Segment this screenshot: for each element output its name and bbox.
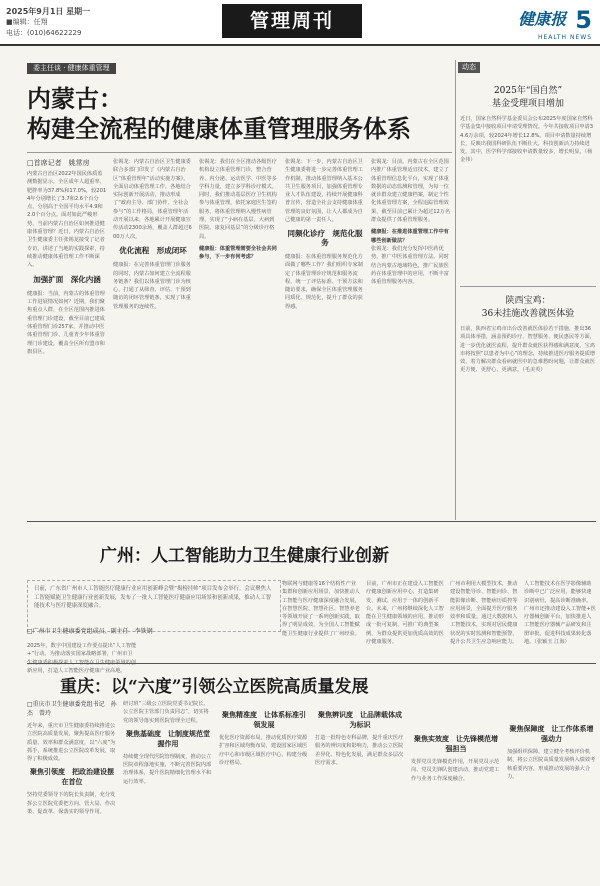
guangzhou-headline: 广州：人工智能助力卫生健康行业创新: [100, 546, 389, 566]
section-divider: [27, 521, 596, 522]
column-tag: 委主任谈 · 健康体重管理: [27, 63, 116, 74]
issue-date: 2025年9月1日 星期一: [6, 7, 91, 16]
cq-col1b-text: 坚持党委领导下的院长负责制，充分发挥公立医院党委把方向、管大局、作决策、促改革、保落实的领导作用。: [27, 792, 116, 816]
sidebar-text-1: 近日，国家自然科学基金委员会公布2025年度国家自然科学基金集中接收项目申请受理情况。今年共接收项目申请34.6万余项，较2024年增长12.8%。项目申请数量持续增长，反映出我国科研队伍不断壮大，科技创新活力持续迸发。其中，医学科学部接收申请数量较多，增长明显。（杨金伟）: [460, 116, 593, 164]
main-col2-text: 张锡龙：内蒙古自治区卫生健康委联合多部门印发了《内蒙古自治区“体重管理年”活动实施方案》，全面启动体重管理工作。各地结合实际创新开展活动，推动形成了“政府主导、部门协作、全社会参与”的工作格局，体重管理年活动开展以来，各地累计开展健康宣传活动2300余场，覆盖人群超过600万人次。: [113, 159, 192, 240]
main-col1b-text: 健康报：当前，内蒙古的体重管理工作进展情况如何？近期，我们聚焦重点人群，在全区范围内推进体重管理门诊建设，截至目前已建成体重管理门诊257家，并推动中医体重管理门诊、儿童青少年体重管理门诊建设，覆盖全区所有盟市和旗县区。: [27, 290, 105, 355]
sidebar-news-2: [460, 295, 596, 510]
cq-subhead-3: 聚焦精准度 让体系标准引领发展: [222, 711, 306, 729]
chongqing-col1: [27, 722, 117, 882]
chongqing-col4: [315, 700, 405, 882]
main-col4b-text: 健康报：在体重管理服务规范化方面做了哪些工作？我们组织专家制定了体重管理诊疗规范和服务流程，统一了评估标准、干预方法和随访要求，确保全区体重管理服务同质化、规范化，提升了群众的获得感。: [285, 253, 363, 310]
sidebar-title-2a: 陕西宝鸡：: [505, 296, 551, 306]
sidebar-news-1: [460, 85, 596, 269]
subhead-3: 同频化诊疗 规范化服务: [287, 229, 363, 247]
cq-col3b-text: 优化医疗资源布局，推动优质医疗资源扩容和区域均衡布局，建设国家区域医疗中心和市级区域医疗中心，构建分级诊疗格局。: [219, 735, 308, 766]
question-1: 健康报：体重管理需要全社会共同参与，下一步有何考虑？: [199, 245, 277, 261]
column-divider: [455, 60, 456, 520]
page-number: 5: [575, 6, 592, 34]
guangzhou-col4: 广州市利用大模型技术，推动建设智能导诊、智能问诊、智能影像诊断、智能病历质控等应用场景，全面提升医疗服务效率和质量。通过大数据和人工智能技术，实现对居民健康状况的实时监测和智能预警，提升公共卫生应急响应能力。: [450, 581, 518, 646]
chongqing-byline: □重庆市卫生健康委党组书记 孙杰 曾玲: [27, 701, 117, 717]
sidebar-title-1a: 2025年“国自然”: [493, 86, 563, 96]
sidebar-title-2b: 36未挂施改善就医体验: [481, 309, 575, 319]
phone-line: 电话：(010)64622229: [6, 29, 82, 37]
main-column-5: [371, 158, 451, 515]
cq-subhead-6: 聚焦保障度 让工作体系增强动力: [509, 725, 594, 743]
cq-subhead-2: 聚焦基础度 让制度规范堂握作用: [126, 729, 210, 748]
cq-col6b-text: 加强组织保障，建立健全考核评价机制，将公立医院高质量发展纳入绩效考核重要内容，形成推动发展的强大合力。: [507, 749, 596, 780]
main-byline: □首席记者 姚常房: [27, 159, 90, 167]
chongqing-col5: [411, 700, 501, 882]
section-divider: [27, 663, 596, 664]
question-2: 健康报：在推进体重管理工作中有哪些创新做法？: [371, 229, 449, 244]
cq-subhead-1: 聚焦引领度 把政治建设摆在首位: [30, 768, 114, 787]
main-col5b-text: 张锡龙：我们充分发挥中医药优势，推广中医体重管理方法，同时结合内蒙古地域特色，推广民族医药在体重管理中的应用，不断丰富体重管理服务内容。: [371, 245, 449, 286]
guangzhou-intro: 日前，广东省广州市人工智能医疗健康行业应用创新峰会暨“揭榜挂帅”项目发布会举行。会议聚焦人工智能赋能卫生健康行业创新发展，发布了一批人工智能医疗健康应用场景和创新成果，推动人工智能技术与医疗健康深度融合。: [27, 580, 281, 632]
guangzhou-byline: □广州市卫生健康委党组成员、副主任 李铁钢: [27, 628, 153, 635]
section-title: 管理周刊: [222, 4, 362, 38]
paper-brand: [470, 6, 592, 41]
divider: [27, 152, 452, 153]
main-column-3: [199, 158, 279, 515]
cq-col4b-text: 打造一批特色专科品牌，提升重庆医疗服务的辨识度和影响力，推动公立医院差异化、特色化发展，满足群众多层次医疗需求。: [315, 735, 404, 766]
cq-subhead-5: 聚焦实效度 让先锋模范增强担当: [414, 735, 498, 753]
main-col3-text: 张锡龙：我们在全区推动各级医疗机构设立体重管理门诊，整合营养、内分泌、运动医学、中医等多学科力量，建立多学科诊疗模式。同时，我们推动基层医疗卫生机构参与体重管理，依托家庭医生签约服务，将体重管理纳入慢性病管理，实现了“小病在基层、大病到医院、康复回基层”的分级诊疗格局。: [199, 159, 277, 240]
cq-col2b-text: 持续健全现代医院管理制度，推动公立医院章程落地实施，不断完善医院内部治理体系，提升医院精细化管理水平和运行效率。: [123, 753, 212, 785]
main-col4-text: 张锡龙：下一步，内蒙古自治区卫生健康委将进一步完善体重管理工作机制，推动体重管理纳入基本公共卫生服务项目，加强体重管理专业人才队伍建设，持续开展健康科普宣传，营造全社会支持健康体重管理的良好氛围，让人人都成为自己健康的第一责任人。: [285, 159, 363, 224]
sidebar-text-2: 日前，陕西省宝鸡市出台改善就医体验若干措施，推出36项具体举措，涵盖预约诊疗、智慧服务、便民惠民等方面，进一步优化就医流程，提升群众就医获得感和满意度。宝鸡市将按照“以患者为中心”的理念，持续推进医疗服务提质增效，着力解决群众看病就医中的急难愁盼问题，让群众就医更方便、更舒心、更满意。（毛美英）: [460, 326, 596, 374]
masthead: [0, 0, 600, 46]
main-headline: [27, 84, 452, 144]
cq-col2-text: 研讨班“三级公立医院党委书记院长、公立医院主管部门负责同志”，切实将党的领导落实到医院管理全过程。: [123, 701, 209, 724]
cq-subhead-4: 聚焦辨识度 让品牌载体成为标识: [318, 711, 402, 729]
guangzhou-col2: 物联网与健康等16个结构性产业集群和创新应用场景，加快推动人工智能与医疗健康深度融合发展，在智慧医院、智慧社区、智慧养老等领域开展了一系列创新实践，取得了明显成效，为全国人工智能赋能卫生健康行业提供了广州经验。: [282, 581, 360, 637]
main-column-2: [113, 158, 193, 515]
main-col5-text: 张锡龙：目前，内蒙古在全区范围内推广体重管理适宜技术，建立了体重管理信息化平台，实现了体重数据的动态监测和管理，为每一位就诊群众建立健康档案，制定个性化体重管理方案，全程追踪管理效果，截至目前已累计为超过12万名群众提供了体重管理服务。: [371, 159, 451, 224]
guangzhou-col5: 人工智能技术在医学影像辅助诊断中已广泛应用，能够快速识别病灶，提高诊断准确率。广州市还推动建设人工智能+医疗器械创新平台，加快推进人工智能医疗器械产品研发和注册审批，促进科技成果转化落地。（张颖玉 江海）: [524, 581, 596, 646]
headline-line1: 内蒙古：: [27, 84, 123, 113]
main-column-4: [285, 158, 365, 515]
cq-col1-text: 近年来，重庆市卫生健康委持续推进公立医院高质量发展，聚焦提高医疗服务质量、效率和群众满意度，以“六度”为抓手，系统推进公立医院改革发展，取得了积极成效。: [27, 723, 116, 763]
sidebar-tag: 动态: [458, 62, 480, 73]
subhead-2: 优化流程 形成闭环: [119, 245, 187, 255]
main-col2b-text: 健康报：在完善体重管理门诊服务的同时，内蒙古如何建立全流程服务链条？我们以体重管理门诊为核心，打通了从筛查、评估、干预到随访的闭环管理链条，实现了体重管理服务的连续性。: [113, 262, 191, 310]
main-col1-text: 内蒙古自治区2022年国民体质监测数据显示，全区成年人超重率、肥胖率为37.8%和17.0%，较2014年分别增长了3.7和2.6个百分点，分别高于全国平均水平4.9和2.0个百分点。面对如此严峻形势，当前内蒙古自治区如何推进健康体重管理？近日，内蒙古自治区卫生健康委主任张锡龙接受了记者专访，讲述了当地的实践探索，持续推动健康体重管理工作不断深入。: [27, 171, 107, 269]
headline-line2: 构建全流程的健康体重管理服务体系: [27, 114, 411, 143]
paper-name: 健康报: [518, 9, 567, 29]
chongqing-col6: [507, 700, 596, 882]
subhead-1: 加强扩面 深化内涵: [33, 274, 101, 284]
main-column-1: [27, 170, 107, 515]
editor-line: ■编辑：任翔: [6, 18, 48, 26]
masthead-meta: [6, 6, 90, 39]
chongqing-col3: [219, 700, 309, 882]
divider: [460, 286, 596, 287]
guangzhou-col1: 2025年，数字中国建设工作要点提出“人工智能+”行动。为推动落实国家战略部署，广州市卫 新应用，打造人工智能医疗健康产业高地。: [27, 643, 137, 674]
sidebar-title-1b: 基金受理项目增加: [491, 99, 564, 109]
chongqing-col2: [123, 700, 213, 882]
chongqing-headline: 重庆：以“六度”引领公立医院高质量发展: [60, 677, 369, 697]
guangzhou-col3: 目前，广州市正在建设人工智能医疗健康创新应用中心，打造集研发、测试、应用于一体的创新平台。未来，广州将继续深化人工智能在卫生健康领域的应用，推动形成一批可复制、可推广的典型案例，为群众提供更加优质高效的医疗健康服务。: [366, 581, 444, 646]
cq-col5b-text: 发挥党员先锋模范作用，开展党员示范岗、党员先锋队创建活动，推动党建工作与业务工作深度融合。: [411, 759, 500, 782]
paper-en: HEALTH NEWS: [537, 34, 592, 41]
